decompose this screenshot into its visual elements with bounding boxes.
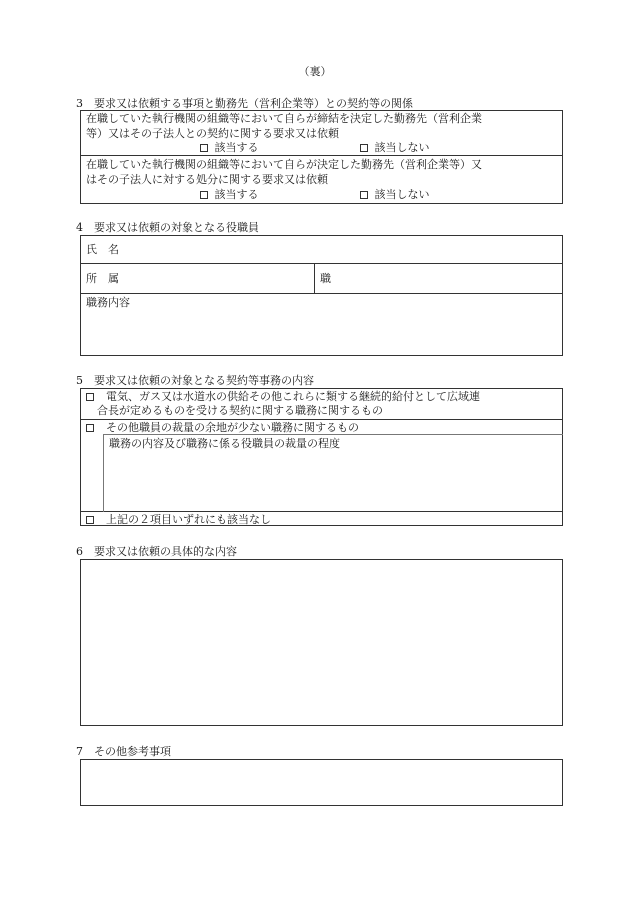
affiliation-field[interactable]	[130, 265, 310, 291]
name-label: 氏 名	[86, 243, 119, 256]
section-3-row2-text-2: はその子法人に対する処分に関する要求又は依頼	[86, 173, 328, 186]
section-4-divider-1	[80, 263, 563, 264]
section-4-divider-2	[80, 293, 563, 294]
section-3-divider	[80, 155, 563, 156]
option-no-label: 該当しない	[374, 141, 430, 154]
section-3-row2-text-1: 在職していた執行機関の組織等において自らが決定した勤務先（営利企業等）又	[86, 158, 482, 171]
section-3-row2-option-no[interactable]	[360, 188, 430, 202]
section-5-item2-detail: 職務の内容及び職務に係る役職員の裁量の程度	[109, 437, 340, 450]
section-5-item2[interactable]	[86, 421, 94, 435]
section-4-title: 4 要求又は依頼の対象となる役職員	[76, 221, 259, 234]
section-6-title: 6 要求又は依頼の具体的な内容	[76, 545, 237, 558]
section-5-item1-text-2: 合長が定めるものを受ける契約に関する職務に関するもの	[97, 404, 383, 417]
section-5-detail-field[interactable]	[106, 452, 560, 509]
checkbox-icon[interactable]	[86, 424, 94, 432]
section-5-divider-1	[80, 419, 563, 420]
affiliation-label: 所 属	[86, 272, 119, 285]
section-3-row1-option-no[interactable]	[360, 141, 430, 155]
section-3-row1-text-2: 等）又はその子法人との契約に関する要求又は依頼	[86, 127, 339, 140]
section-3-row1-text-1: 在職していた執行機関の組織等において自らが締結を決定した勤務先（営利企業	[86, 112, 482, 125]
position-field[interactable]	[340, 265, 560, 291]
name-field[interactable]	[130, 237, 560, 261]
section-3-row2-option-yes[interactable]	[200, 188, 259, 202]
checkbox-icon[interactable]	[200, 191, 208, 199]
duties-field[interactable]	[82, 311, 560, 354]
section-5-item3-text: 上記の２項目いずれにも該当なし	[106, 513, 271, 526]
checkbox-icon[interactable]	[360, 191, 368, 199]
section-7-title: 7 その他参考事項	[76, 745, 171, 758]
page-heading: （裏）	[298, 65, 332, 78]
option-yes-label: 該当する	[214, 188, 259, 201]
section-5-item2-text: その他職員の裁量の余地が少ない職務に関するもの	[106, 421, 359, 434]
section-3-title: 3 要求又は依頼する事項と勤務先（営利企業等）との契約等の関係	[76, 97, 413, 110]
position-label: 職	[320, 272, 331, 285]
checkbox-icon[interactable]	[200, 144, 208, 152]
checkbox-icon[interactable]	[86, 516, 94, 524]
section-3-row1-option-yes[interactable]	[200, 141, 259, 155]
section-4-column-divider	[314, 263, 315, 293]
section-6-field[interactable]	[80, 559, 563, 726]
section-5-item3[interactable]	[86, 513, 94, 527]
option-no-label: 該当しない	[374, 188, 430, 201]
section-7-field[interactable]	[80, 759, 563, 806]
option-yes-label: 該当する	[214, 141, 259, 154]
section-5-item1[interactable]	[86, 390, 94, 404]
section-5-title: 5 要求又は依頼の対象となる契約等事務の内容	[76, 374, 314, 387]
section-5-item1-text-1: 電気、ガス又は水道水の供給その他これらに類する継続的給付として広域連	[106, 390, 480, 403]
checkbox-icon[interactable]	[360, 144, 368, 152]
duties-label: 職務内容	[86, 296, 130, 309]
checkbox-icon[interactable]	[86, 393, 94, 401]
